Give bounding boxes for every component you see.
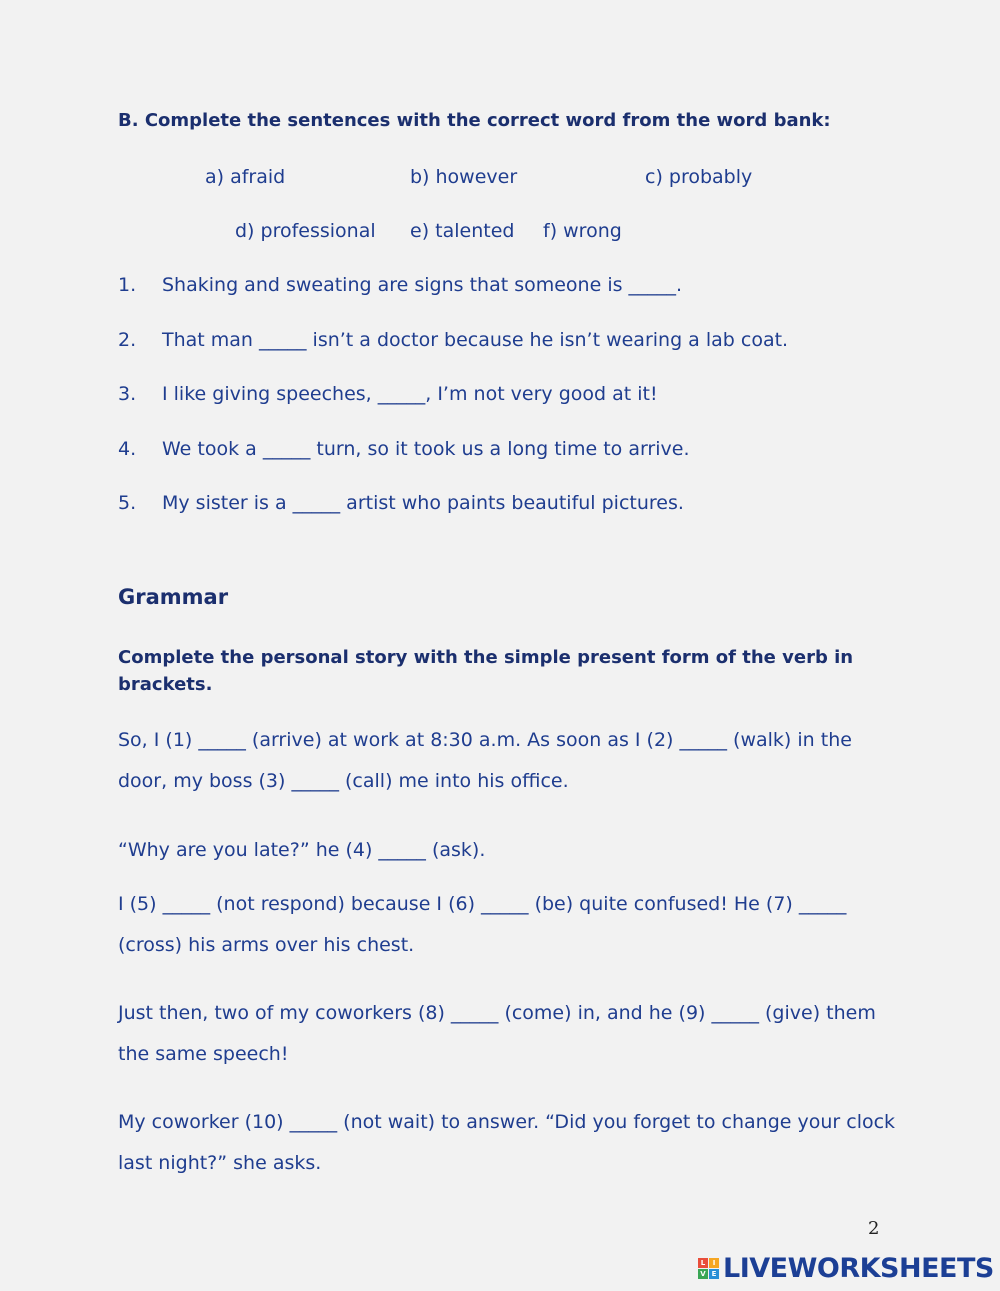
word-bank-c: c) probably <box>645 166 753 188</box>
sentence-number: 5. <box>118 492 137 514</box>
section-b-instruction: B. Complete the sentences with the correct word from the word bank: <box>118 110 831 131</box>
sentence-text: I like giving speeches, _____, I’m not very good at it! <box>162 383 658 405</box>
word-bank-e: e) talented <box>410 220 515 242</box>
story-line: Just then, two of my coworkers (8) _____ (come) in, and he (9) _____ (give) them <box>118 1002 876 1024</box>
sentence-text: We took a _____ turn, so it took us a long time to arrive. <box>162 438 690 460</box>
word-bank-a: a) afraid <box>205 166 286 188</box>
story-line: the same speech! <box>118 1043 289 1065</box>
logo-text: LIVEWORKSHEETS <box>723 1253 994 1284</box>
sentence-text: Shaking and sweating are signs that someone is _____. <box>162 274 683 296</box>
story-line: last night?” she asks. <box>118 1152 322 1174</box>
story-line: (cross) his arms over his chest. <box>118 934 415 956</box>
story-line: “Why are you late?” he (4) _____ (ask). <box>118 839 486 861</box>
sentence-number: 3. <box>118 383 137 405</box>
grammar-heading: Grammar <box>118 585 229 609</box>
sentence-number: 2. <box>118 329 137 351</box>
story-line: So, I (1) _____ (arrive) at work at 8:30 a.m. As soon as I (2) _____ (walk) in the <box>118 729 852 751</box>
sentence-number: 1. <box>118 274 137 296</box>
sentence-text: That man _____ isn’t a doctor because he isn’t wearing a lab coat. <box>162 329 789 351</box>
word-bank-b: b) however <box>410 166 518 188</box>
logo-blocks-icon <box>698 1258 719 1279</box>
page-number: 2 <box>868 1218 880 1239</box>
story-line: door, my boss (3) _____ (call) me into his office. <box>118 770 569 792</box>
word-bank-f: f) wrong <box>543 220 622 242</box>
story-line: I (5) _____ (not respond) because I (6) _____ (be) quite confused! He (7) _____ <box>118 893 847 915</box>
logo-block: E <box>709 1269 719 1279</box>
story-line: My coworker (10) _____ (not wait) to answer. “Did you forget to change your clock <box>118 1111 896 1133</box>
logo-block: L <box>698 1258 708 1268</box>
sentence-text: My sister is a _____ artist who paints beautiful pictures. <box>162 492 684 514</box>
logo-block: I <box>709 1258 719 1268</box>
grammar-instruction-line1: Complete the personal story with the simple present form of the verb in <box>118 647 854 668</box>
word-bank-d: d) professional <box>235 220 376 242</box>
liveworksheets-logo[interactable] <box>698 1253 994 1284</box>
sentence-number: 4. <box>118 438 137 460</box>
logo-block: V <box>698 1269 708 1279</box>
grammar-instruction-line2: brackets. <box>118 674 213 695</box>
